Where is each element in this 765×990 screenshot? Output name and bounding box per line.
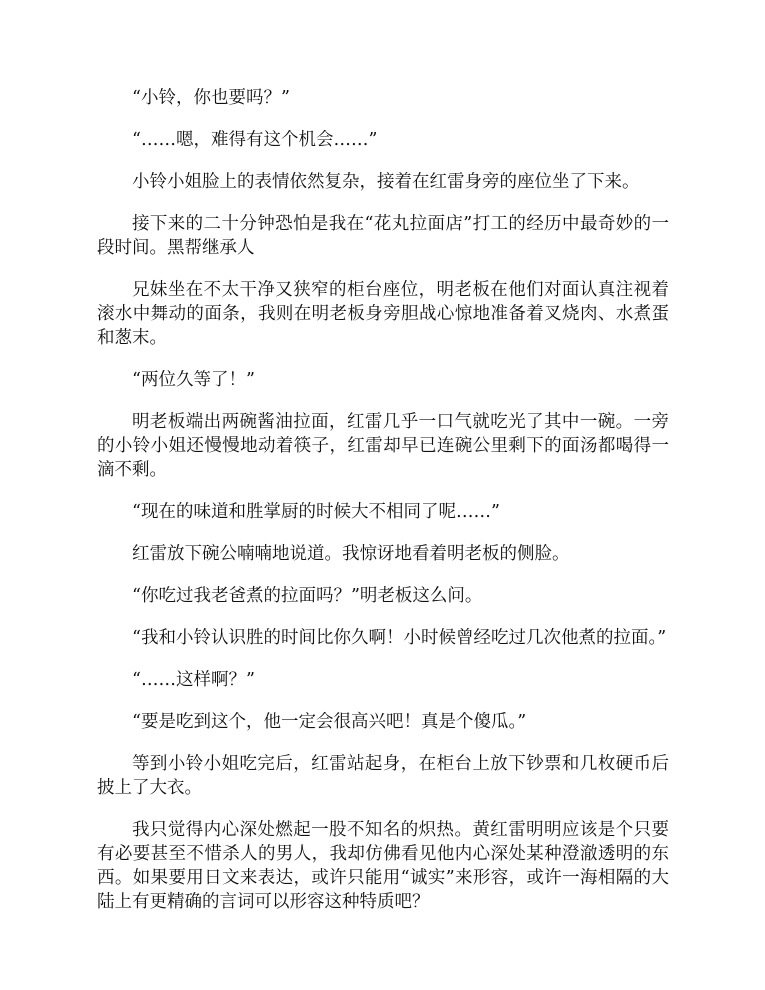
paragraph: “……嗯，难得有这个机会……” <box>132 130 378 150</box>
paragraph: “小铃，你也要吗？” <box>132 88 290 108</box>
paragraph: “要是吃到这个，他一定会很高兴吧！真是个傻瓜。” <box>132 712 527 732</box>
paragraph: “我和小铃认识胜的时间比你久啊！小时候曾经吃过几次他煮的拉面。” <box>132 628 667 648</box>
body-text <box>97 86 669 932</box>
paragraph: 兄妹坐在不太干净又狭窄的柜台座位，明老板在他们对面认真注视着滚水中舞动的面条，我则在明老板身旁胆战心惊地准备着叉烧肉、水煮蛋和葱末。 <box>97 280 669 348</box>
paragraph: “……这样啊？” <box>132 670 255 690</box>
paragraph: 我只觉得内心深处燃起一股不知名的炽热。黄红雷明明应该是个只要有必要甚至不惜杀人的男人，我却仿佛看见他内心深处某种澄澈透明的东西。如果要用日文来表达，或许只能用“诚实”来形容，或许一海相隔的大陆上有更精确的言词可以形容这种特质吧？ <box>97 820 669 912</box>
paragraph: “你吃过我老爸煮的拉面吗？”明老板这么问。 <box>132 586 483 606</box>
paragraph: 红雷放下碗公喃喃地说道。我惊讶地看着明老板的侧脸。 <box>132 544 570 564</box>
paragraph: “两位久等了！” <box>132 370 255 390</box>
paragraph: 接下来的二十分钟恐怕是我在“花丸拉面店”打工的经历中最奇妙的一段时间。黑帮继承人 <box>97 214 669 258</box>
paragraph: 等到小铃小姐吃完后，红雷站起身，在柜台上放下钞票和几枚硬币后披上了大衣。 <box>97 754 669 798</box>
paragraph: “现在的味道和胜掌厨的时候大不相同了呢……” <box>132 502 500 522</box>
paragraph: 小铃小姐脸上的表情依然复杂，接着在红雷身旁的座位坐了下来。 <box>132 172 640 192</box>
paragraph: 明老板端出两碗酱油拉面，红雷几乎一口气就吃光了其中一碗。一旁的小铃小姐还慢慢地动着筷子，红雷却早已连碗公里剩下的面汤都喝得一滴不剩。 <box>97 412 669 480</box>
